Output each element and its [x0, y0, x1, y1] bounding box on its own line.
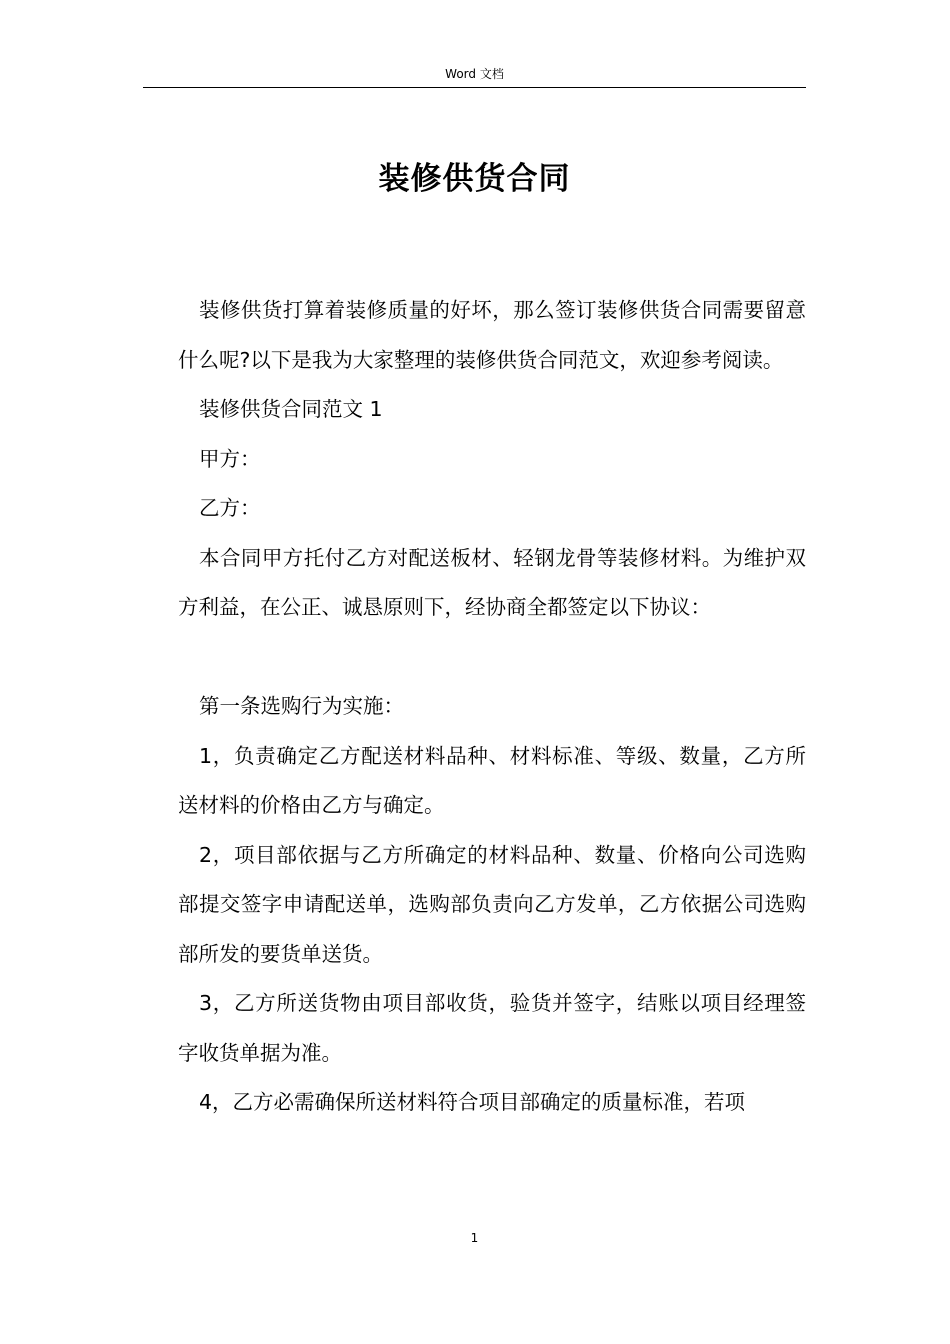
clause-item: 2，项目部依据与乙方所确定的材料品种、数量、价格向公司选购部提交签字申请配送单，选购部负责向乙方发单，乙方依据公司选购部所发的要货单送货。 — [178, 842, 806, 966]
document-title: 装修供货合同 — [378, 161, 571, 197]
intro-paragraph: 装修供货打算着装修质量的好坏，那么签订装修供货合同需要留意什么呢?以下是我为大家整理的装修供货合同范文，欢迎参考阅读。 — [178, 298, 806, 372]
page-header: Word 文档 — [445, 67, 504, 81]
blank-line — [178, 633, 806, 683]
clause-item: 3，乙方所送货物由项目部收货，验货并签字，结账以项目经理签字收货单据为准。 — [178, 991, 806, 1065]
header-divider — [143, 87, 806, 88]
page-number: 1 — [470, 1231, 479, 1245]
party-b-line: 乙方： — [199, 496, 261, 520]
party-a-line: 甲方： — [199, 446, 261, 471]
clause-item: 1，负责确定乙方配送材料品种、材料标准、等级、数量，乙方所送材料的价格由乙方与确定。 — [178, 743, 806, 817]
document-body — [178, 286, 806, 1128]
clause-item: 4，乙方必需确保所送材料符合项目部确定的质量标准，若项 — [199, 1090, 746, 1114]
article-heading: 第一条选购行为实施： — [199, 694, 404, 718]
section-heading: 装修供货合同范文 1 — [199, 397, 383, 421]
contract-preamble: 本合同甲方托付乙方对配送板材、轻钢龙骨等装修材料。为维护双方利益，在公正、诚恳原则下，经协商全都签定以下协议： — [178, 545, 806, 619]
